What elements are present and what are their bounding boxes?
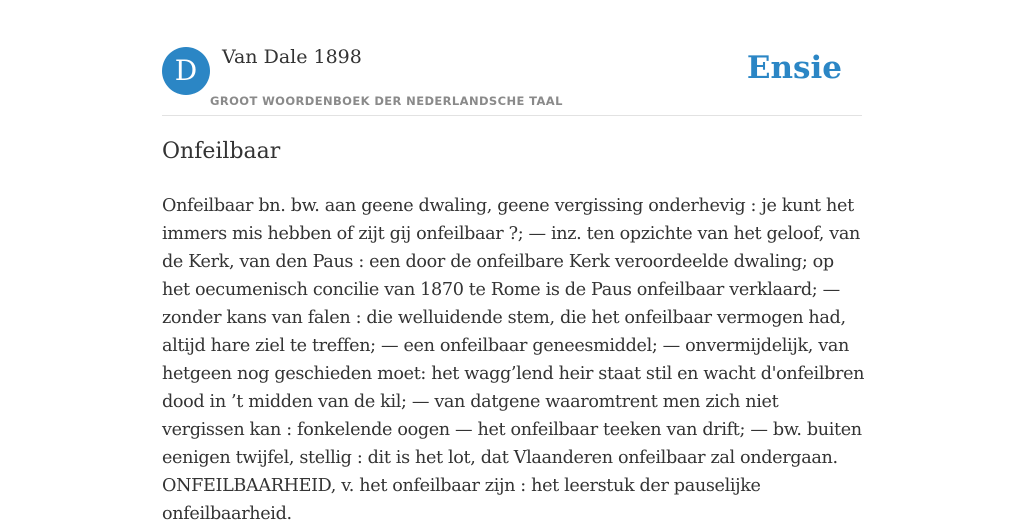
- definition-text: [162, 192, 865, 528]
- definition-line: hetgeen nog geschieden moet: het wagg’lend heir staat stil en wacht d'onfeilbren: [162, 364, 865, 384]
- page-title: Onfeilbaar: [162, 139, 281, 164]
- definition-line: zonder kans van falen : die welluidende stem, die het onfeilbaar vermogen had,: [162, 308, 846, 328]
- definition-line: vergissen kan : fonkelende oogen — het onfeilbaar teeken van drift; — bw. buiten: [162, 420, 862, 440]
- definition-line: de Kerk, van den Paus : een door de onfeilbare Kerk veroordeelde dwaling; op: [162, 252, 834, 272]
- definition-line: altijd hare ziel te treffen; — een onfeilbaar geneesmiddel; — onvermijdelijk, van: [162, 336, 849, 356]
- source-subtitle: GROOT WOORDENBOEK DER NEDERLANDSCHE TAAL: [210, 94, 563, 108]
- definition-line: dood in ’t midden van de kil; — van datgene waaromtrent men zich niet: [162, 392, 779, 412]
- definition-line: eenigen twijfel, stellig : dit is het lot, dat Vlaanderen onfeilbaar zal ondergaan.: [162, 448, 838, 468]
- header-divider: [162, 115, 862, 116]
- definition-line: immers mis hebben of zijt gij onfeilbaar ?; — inz. ten opzichte van het geloof, van: [162, 224, 860, 244]
- page-container: [162, 0, 865, 524]
- definition-line: het oecumenisch concilie van 1870 te Rome is de Paus onfeilbaar verklaard; —: [162, 280, 840, 300]
- source-avatar[interactable]: D: [162, 47, 210, 95]
- source-title[interactable]: Van Dale 1898: [222, 46, 362, 68]
- brand-logo[interactable]: Ensie: [746, 50, 842, 86]
- definition-line: onfeilbaarheid.: [162, 504, 292, 524]
- definition-line: ONFEILBAARHEID, v. het onfeilbaar zijn : het leerstuk der pauselijke: [162, 476, 761, 496]
- definition-line: Onfeilbaar bn. bw. aan geene dwaling, geene vergissing onderhevig : je kunt het: [162, 196, 854, 216]
